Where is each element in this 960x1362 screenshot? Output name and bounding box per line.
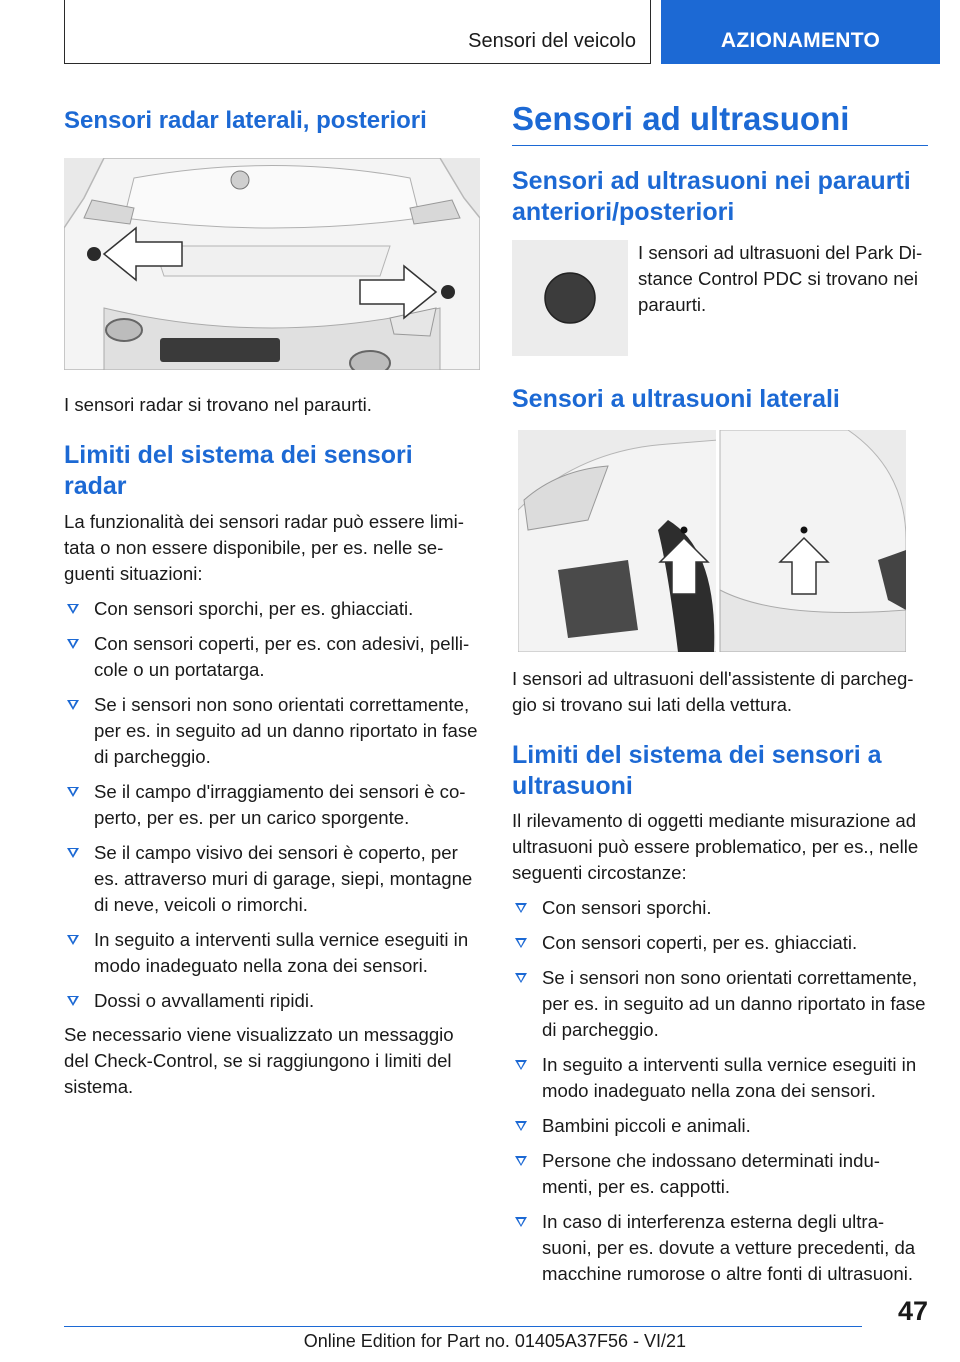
radar-limits-list: [64, 596, 480, 1014]
header-section-title: Sensori del veicolo: [468, 30, 636, 52]
triangle-bullet-icon: [515, 938, 527, 948]
triangle-bullet-icon: [515, 1217, 527, 1227]
bumper-sensors-text: I sensori ad ultrasuoni del Park Di-stance Control PDC si trovano nei paraurti.: [638, 242, 923, 316]
list-item: Con sensori sporchi.: [512, 895, 928, 921]
check-control-note: Se necessario viene visualizzato un messaggio del Check-Control, se si raggiungono i limiti del sistema.: [64, 1023, 454, 1097]
list-item: Con sensori coperti, per es. con adesivi, pelli-cole o un portatarga.: [64, 631, 480, 683]
triangle-bullet-icon: [67, 604, 79, 614]
triangle-bullet-icon: [67, 787, 79, 797]
list-item: In caso di interferenza esterna degli ultra-suoni, per es. dovute a vetture precedenti, da macchine rumorose o altre fonti di ultrasuoni.: [512, 1209, 928, 1287]
list-item: In seguito a interventi sulla vernice eseguiti in modo inadeguato nella zona dei sensori.: [64, 927, 480, 979]
lateral-image-caption: I sensori ad ultrasuoni dell'assistente di parcheg-gio si trovano sui lati della vettura.: [512, 667, 914, 715]
right-column: [512, 100, 928, 1287]
triangle-bullet-icon: [67, 848, 79, 858]
header-chapter-tab[interactable]: AZIONAMENTO: [661, 0, 940, 64]
list-item: Con sensori sporchi, per es. ghiacciati.: [64, 596, 480, 622]
lateral-sensors-image: [518, 430, 906, 652]
list-item: Persone che indossano determinati indu-menti, per es. cappotti.: [512, 1148, 928, 1200]
radar-limits-heading: Limiti del sistema dei sensori radar: [64, 441, 413, 501]
triangle-bullet-icon: [67, 639, 79, 649]
bumper-sensor-block: [512, 240, 928, 356]
triangle-bullet-icon: [67, 935, 79, 945]
footer-rule: [64, 1326, 862, 1327]
rear-bumper-radar-image: [64, 158, 480, 370]
list-item: Se i sensori non sono orientati correttamente, per es. in seguito ad un danno riportato in fase di parcheggio.: [512, 965, 928, 1043]
header-section-box: [64, 0, 651, 64]
list-item: In seguito a interventi sulla vernice eseguiti in modo inadeguato nella zona dei sensori.: [512, 1052, 928, 1104]
radar-image-caption: I sensori radar si trovano nel paraurti.: [64, 394, 372, 415]
triangle-bullet-icon: [515, 903, 527, 913]
triangle-bullet-icon: [515, 1121, 527, 1131]
triangle-bullet-icon: [67, 700, 79, 710]
triangle-bullet-icon: [515, 1156, 527, 1166]
list-item: Se il campo visivo dei sensori è coperto, per es. attraverso muri di garage, siepi, montagne di neve, veicoli o rimorchi.: [64, 840, 480, 918]
radar-sensors-heading: Sensori radar laterali, posteriori: [64, 107, 427, 134]
left-column: [64, 100, 480, 1100]
ultrasonic-limits-list: [512, 895, 928, 1287]
ultrasonic-limits-intro: Il rilevamento di oggetti mediante misurazione ad ultrasuoni può essere problematico, per es., nelle seguenti circostanze:: [512, 810, 919, 884]
list-item: Dossi o avvallamenti ripidi.: [64, 988, 480, 1014]
triangle-bullet-icon: [515, 1060, 527, 1070]
lateral-sensors-heading: Sensori a ultrasuoni laterali: [512, 385, 840, 414]
page-number: 47: [897, 1296, 928, 1326]
pdc-sensor-image: [512, 240, 628, 356]
radar-limits-intro: La funzionalità dei sensori radar può essere limi-tata o non essere disponibile, per es. nelle se-guenti situazioni:: [64, 510, 464, 584]
bumper-sensors-heading: Sensori ad ultrasuoni nei paraurti anteriori/posteriori: [512, 166, 911, 227]
list-item: Con sensori coperti, per es. ghiacciati.: [512, 930, 928, 956]
ultrasonic-limits-heading: Limiti del sistema dei sensori a ultrasuoni: [512, 740, 882, 800]
triangle-bullet-icon: [67, 996, 79, 1006]
ultrasonic-sensors-heading: Sensori ad ultrasuoni: [512, 100, 928, 146]
footer-edition: Online Edition for Part no. 01405A37F56 - VI/21: [303, 1331, 686, 1351]
list-item: Se il campo d'irraggiamento dei sensori è co-perto, per es. per un carico sporgente.: [64, 779, 480, 831]
list-item: Se i sensori non sono orientati correttamente, per es. in seguito ad un danno riportato in fase di parcheggio.: [64, 692, 480, 770]
triangle-bullet-icon: [515, 973, 527, 983]
list-item: Bambini piccoli e animali.: [512, 1113, 928, 1139]
